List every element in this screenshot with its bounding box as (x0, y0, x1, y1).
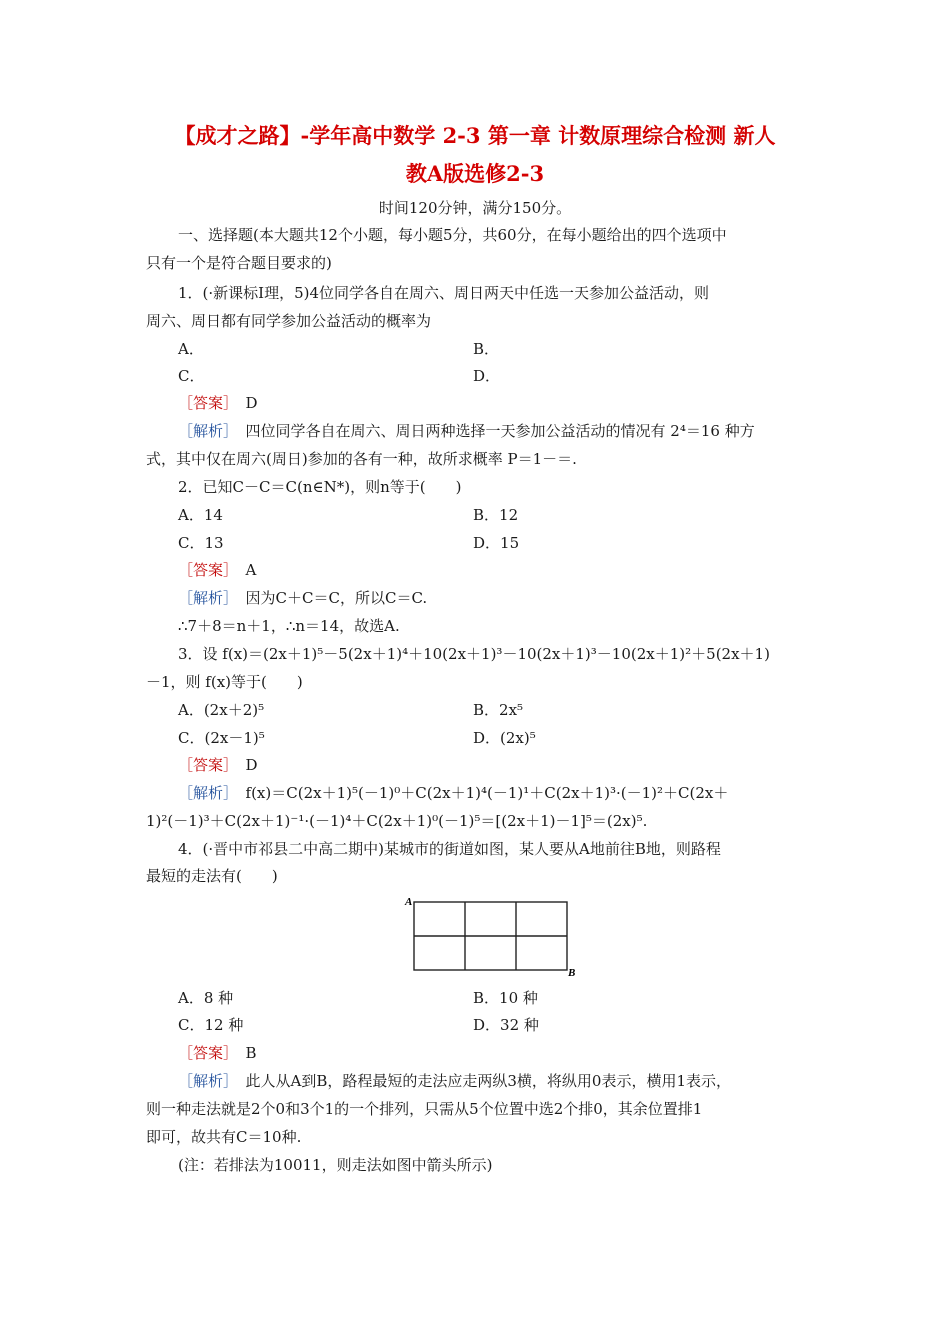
question-3-analysis-continued: 1)²(－1)³＋C(2x＋1)⁻¹·(－1)⁴＋C(2x＋1)⁰(－1)⁵＝[(2x＋1)－1]⁵＝(2x)⁵. (146, 812, 648, 830)
answer-tag: ［答案］ (178, 756, 231, 774)
analysis-text: 此人从A到B，路程最短的走法应走两纵3横，将纵用0表示，横用1表示， (245, 1072, 732, 1090)
question-4-analysis-end: 即可，故共有C＝10种. (146, 1128, 302, 1146)
point-a-label: A (405, 896, 413, 908)
analysis-tag: ［解析］ (178, 589, 231, 607)
question-4-option-a: A．8 种 (178, 989, 234, 1007)
question-2-option-d: D．15 (473, 534, 520, 552)
question-2-option-c: C．13 (178, 534, 224, 552)
section-heading: 一、选择题(本大题共12个小题，每小题5分，共60分，在每小题给出的四个选项中 (178, 226, 727, 244)
question-2-option-a: A．14 (178, 506, 223, 524)
answer-value: B (245, 1044, 257, 1062)
analysis-tag: ［解析］ (178, 422, 231, 440)
question-4-note: (注：若排法为10011，则走法如图中箭头所示) (178, 1156, 493, 1174)
question-1-stem: 1．(·新课标Ⅰ理，5)4位同学各自在周六、周日两天中任选一天参加公益活动，则 (178, 284, 710, 302)
question-3-option-a: A．(2x＋2)⁵ (178, 701, 265, 719)
analysis-text: 因为C＋C＝C，所以C＝C. (245, 589, 428, 607)
analysis-tag: ［解析］ (178, 1072, 231, 1090)
question-4-analysis-continued: 则一种走法就是2个0和3个1的一个排列，只需从5个位置中选2个排0，其余位置排1 (146, 1100, 703, 1118)
document-title: 【成才之路】-学年高中数学 2-3 第一章 计数原理综合检测 新人 (174, 123, 776, 148)
analysis-text: 四位同学各自在周六、周日两种选择一天参加公益活动的情况有 2⁴＝16 种方 (245, 422, 755, 440)
question-1-answer (178, 391, 258, 415)
question-1-option-b: B． (473, 340, 500, 358)
answer-tag: ［答案］ (178, 561, 231, 579)
question-4-option-d: D．32 种 (473, 1016, 539, 1034)
answer-tag: ［答案］ (178, 394, 231, 412)
question-1-stem-continued: 周六、周日都有同学参加公益活动的概率为 (146, 312, 432, 330)
answer-tag: ［答案］ (178, 1044, 231, 1062)
analysis-tag: ［解析］ (178, 784, 231, 802)
question-2-answer (178, 558, 256, 582)
question-3-analysis (178, 781, 728, 805)
answer-value: D (245, 394, 258, 412)
document-title-continued: 教A版选修2-3 (405, 161, 545, 186)
question-3-option-b: B．2x⁵ (473, 701, 524, 719)
question-4-stem-continued: 最短的走法有( ) (146, 867, 278, 885)
question-1-analysis (178, 419, 755, 443)
question-3-stem: 3．设 f(x)＝(2x＋1)⁵－5(2x＋1)⁴＋10(2x＋1)³－10(2x＋1)³－10(2x＋1)²＋5(2x＋1) (178, 645, 770, 663)
section-heading-continued: 只有一个是符合题目要求的) (146, 254, 332, 272)
question-1-option-c: C． (178, 367, 205, 385)
question-4-stem: 4．(·晋中市祁县二中高二期中)某城市的街道如图，某人要从A地前往B地，则路程 (178, 840, 721, 858)
question-1-option-d: D． (473, 367, 501, 385)
question-3-stem-continued: －1，则 f(x)等于( ) (146, 673, 303, 691)
question-2-analysis (178, 586, 427, 610)
question-4-option-c: C．12 种 (178, 1016, 244, 1034)
answer-value: A (245, 561, 257, 579)
question-3-option-c: C．(2x－1)⁵ (178, 729, 265, 747)
question-3-answer (178, 753, 258, 777)
question-4-answer (178, 1041, 257, 1065)
question-1-analysis-continued: 式，其中仅在周六(周日)参加的各有一种，故所求概率 P＝1－＝. (146, 450, 577, 468)
time-note: 时间120分钟，满分150分。 (378, 199, 572, 217)
question-2-stem: 2．已知C－C＝C(n∈N*)，则n等于( ) (178, 478, 462, 496)
point-b-label: B (568, 967, 576, 979)
question-3-option-d: D．(2x)⁵ (473, 729, 536, 747)
analysis-text: f(x)＝C(2x＋1)⁵(－1)⁰＋C(2x＋1)⁴(－1)¹＋C(2x＋1)³·(－1)²＋C(2x＋ (245, 784, 729, 802)
answer-value: D (245, 756, 258, 774)
question-2-analysis-continued: ∴7＋8＝n＋1，∴n＝14，故选A. (178, 617, 400, 635)
street-grid-figure (400, 892, 590, 980)
question-1-option-a: A． (178, 340, 204, 358)
question-4-analysis (178, 1069, 731, 1093)
question-4-option-b: B．10 种 (473, 989, 538, 1007)
question-2-option-b: B．12 (473, 506, 519, 524)
